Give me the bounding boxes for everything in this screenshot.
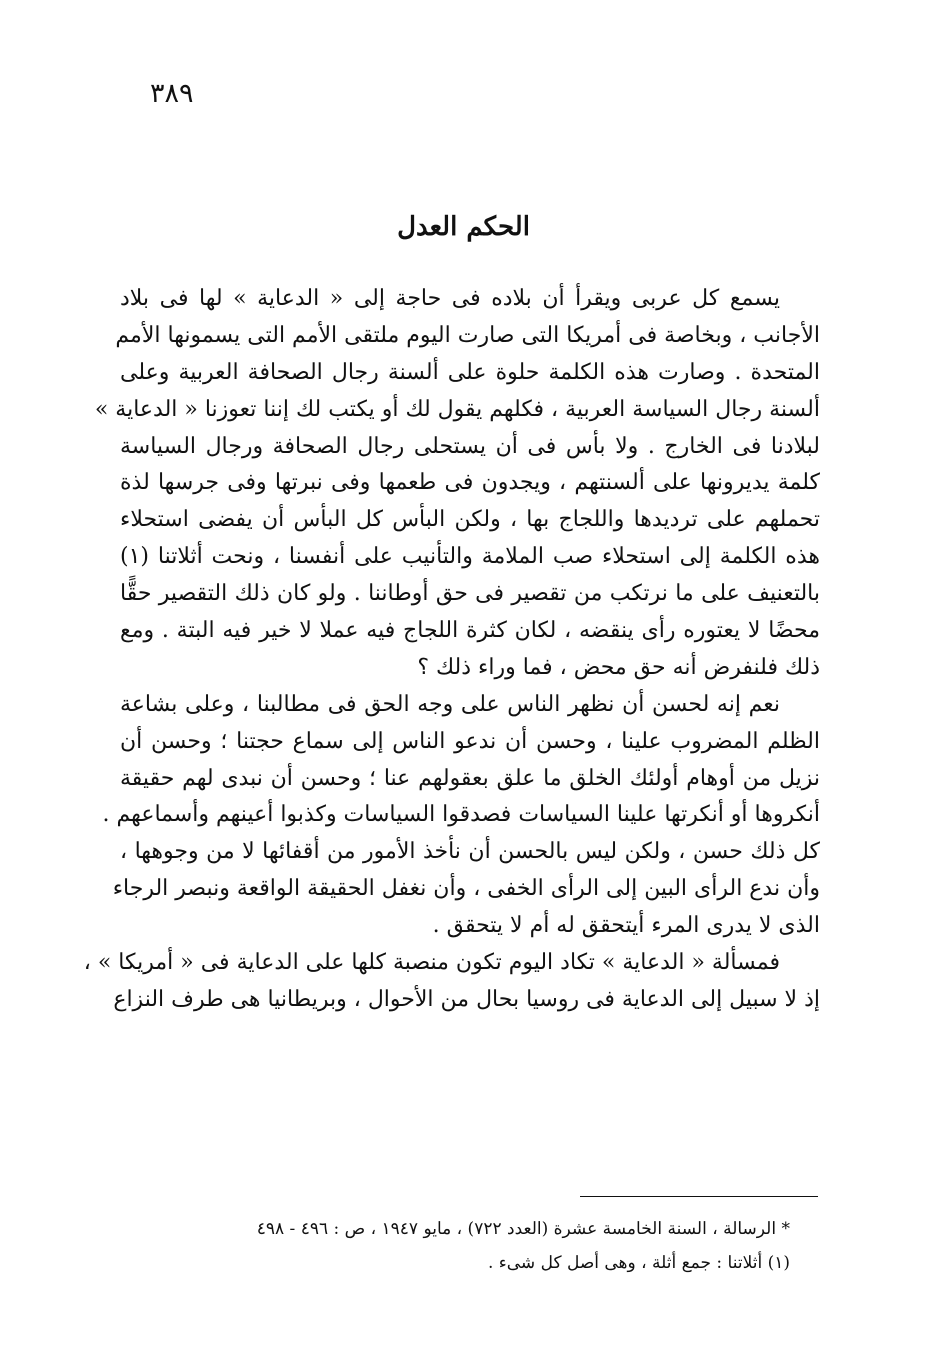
body-line: ألسنة رجال السياسة العربية ، فكلهم يقول لك أو يكتب لك إننا تعوزنا « الدعاية » bbox=[94, 396, 820, 422]
body-line: الظلم المضروب علينا ، وحسن أن ندعو الناس إلى سماع حجتنا ؛ وحسن أن bbox=[120, 728, 820, 754]
body-line: نزيل من أوهام أولئك الخلق ما علق بعقولهم عنا ؛ وحسن أن نبدى لهم حقيقة bbox=[120, 765, 820, 791]
body-line: الأجانب ، وبخاصة فى أمريكا التى صارت اليوم ملتقى الأمم التى يسمونها الأمم bbox=[115, 322, 820, 348]
body-line: وأن ندع الرأى البين إلى الرأى الخفى ، وأن نغفل الحقيقة الواقعة ونبصر الرجاء bbox=[112, 876, 820, 902]
body-line: فمسألة « الدعاية » تكاد اليوم تكون منصبة كلها على الدعاية فى « أمريكا » ، bbox=[83, 950, 780, 976]
body-line: كلمة يديرونها على ألسنتهم ، ويجدون فى طعمها وفى نبرتها وفى جرسها لذة bbox=[120, 470, 820, 496]
footnote-source: * الرسالة ، السنة الخامسة عشرة (العدد ٧٢٢) ، مايو ١٩٤٧ ، ص : ٤٩٦ - ٤٩٨ bbox=[256, 1219, 790, 1239]
article-title: الحكم العدل bbox=[397, 212, 530, 242]
body-line: لبلادنا فى الخارج . ولا بأس فى أن يستحلى رجال الصحافة ورجال السياسة bbox=[120, 433, 820, 459]
footnote-divider bbox=[580, 1196, 818, 1197]
footnotes bbox=[150, 1212, 790, 1280]
body-line: الذى لا يدرى المرء أيتحقق له أم لا يتحقق . bbox=[432, 913, 820, 939]
body-line: نعم إنه لحسن أن نظهر الناس على وجه الحق فى مطالبنا ، وعلى بشاعة bbox=[120, 691, 780, 717]
body-line: بالتعنيف على ما نرتكب من تقصير فى حق أوطاننا . ولو كان ذلك التقصير حقًّا bbox=[120, 581, 820, 607]
body-line: محضًا لا يعتوره رأى ينقضه ، لكان كثرة اللجاج فيه عملا لا خير فيه البتة . ومع bbox=[120, 618, 820, 644]
body-line: كل ذلك حسن ، ولكن ليس بالحسن أن نأخذ الأمور من أقفائها لا من وجوهها ، bbox=[120, 839, 820, 865]
body-line: إذ لا سبيل إلى الدعاية فى روسيا بحال من الأحوال ، وبريطانيا هى طرف النزاع bbox=[113, 986, 820, 1012]
body-line: هذه الكلمة إلى استحلاء صب الملامة والتأنيب على أنفسنا ، ونحت أثلاتنا (١) bbox=[120, 544, 820, 570]
body-line: يسمع كل عربى ويقرأ أن بلاده فى حاجة إلى « الدعاية » لها فى بلاد bbox=[120, 286, 780, 311]
body-line: ذلك فلنفرض أنه حق محض ، فما وراء ذلك ؟ bbox=[417, 654, 820, 680]
article-body bbox=[83, 281, 820, 1019]
page-number: ٣٨٩ bbox=[150, 78, 194, 109]
body-line: المتحدة . وصارت هذه الكلمة حلوة على ألسنة رجال الصحافة العربية وعلى bbox=[120, 359, 820, 385]
footnote-1: (١) أثلاتنا : جمع أثلة ، وهى أصل كل شىء . bbox=[487, 1253, 790, 1273]
body-line: تحملهم على ترديدها واللجاج بها ، ولكن البأس كل البأس أن يفضى استحلاء bbox=[120, 507, 820, 533]
body-line: أنكروها أو أنكرتها علينا السياسات فصدقوا السياسات وكذبوا أعينهم وأسماعهم . bbox=[102, 802, 820, 828]
